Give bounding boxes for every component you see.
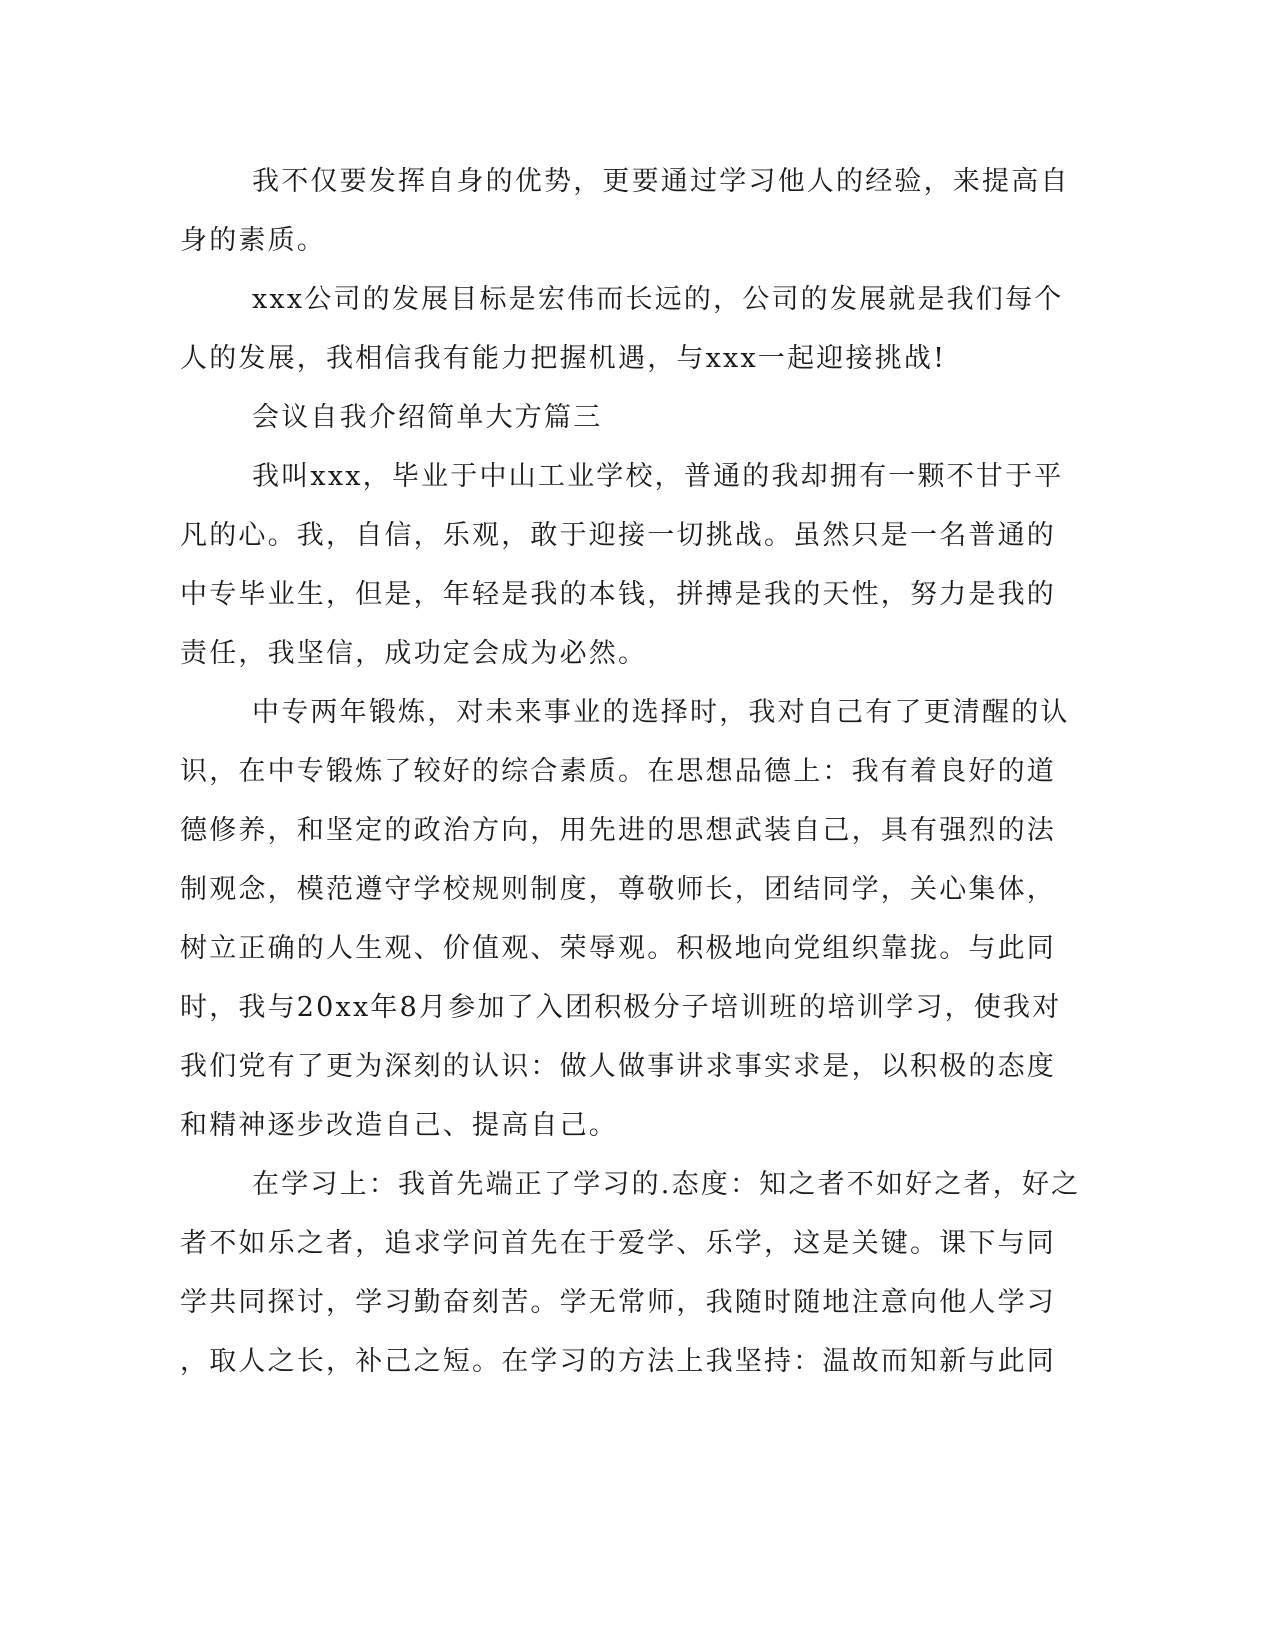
text-line: 制观念，模范遵守学校规则制度，尊敬师长，团结同学，关心集体，: [180, 874, 1056, 905]
text-line: 识，在中专锻炼了较好的综合素质。在思想品德上：我有着良好的道: [180, 756, 1056, 787]
text-line: 在学习上：我首先端正了学习的.态度：知之者不如好之者，好之: [252, 1169, 1081, 1200]
text-line: 学共同探讨，学习勤奋刻苦。学无常师，我随时随地注意向他人学习: [180, 1287, 1056, 1318]
text-line: 和精神逐步改造自己、提高自己。: [180, 1110, 618, 1141]
document-body: [180, 152, 1081, 1391]
text-line: 责任，我坚信，成功定会成为必然。: [180, 638, 648, 669]
text-line: 我不仅要发挥自身的优势，更要通过学习他人的经验，来提高自: [252, 166, 1070, 197]
text-line: ，取人之长，补己之短。在学习的方法上我坚持：温故而知新与此同: [180, 1346, 1056, 1377]
text-line: 人的发展，我相信我有能力把握机遇，与xxx一起迎接挑战!: [180, 343, 947, 374]
text-line: 我们党有了更为深刻的认识：做人做事讲求事实求是，以积极的态度: [180, 1051, 1056, 1082]
text-line: xxx公司的发展目标是宏伟而长远的，公司的发展就是我们每个: [252, 284, 1064, 315]
text-line: 凡的心。我，自信，乐观，敢于迎接一切挑战。虽然只是一名普通的: [180, 520, 1056, 551]
text-line: 我叫xxx，毕业于中山工业学校，普通的我却拥有一颗不甘于平: [252, 461, 1064, 492]
text-line: 身的素质。: [180, 225, 326, 256]
text-line: 德修养，和坚定的政治方向，用先进的思想武装自己，具有强烈的法: [180, 815, 1056, 846]
text-line: 中专两年锻炼，对未来事业的选择时，我对自己有了更清醒的认: [252, 697, 1070, 728]
text-line: 者不如乐之者，追求学问首先在于爱学、乐学，这是关键。课下与同: [180, 1228, 1056, 1259]
section-heading: 会议自我介绍简单大方篇三: [252, 402, 603, 433]
text-line: 时，我与20xx年8月参加了入团积极分子培训班的培训学习，使我对: [180, 992, 1062, 1023]
text-line: 树立正确的人生观、价值观、荣辱观。积极地向党组织靠拢。与此同: [180, 933, 1056, 964]
text-line: 中专毕业生，但是，年轻是我的本钱，拼搏是我的天性，努力是我的: [180, 579, 1056, 610]
